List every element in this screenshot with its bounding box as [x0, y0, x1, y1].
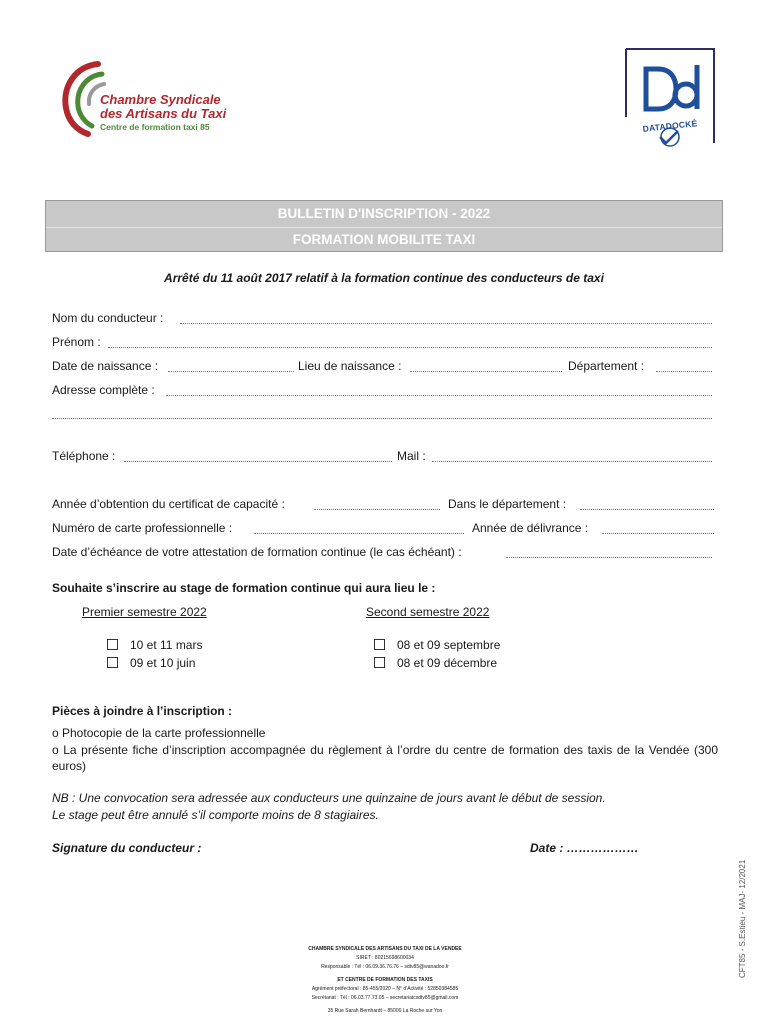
checkbox[interactable]	[107, 639, 118, 650]
page-subtitle-banner: FORMATION MOBILITE TAXI	[292, 232, 476, 247]
label-departement: Département :	[568, 359, 645, 373]
footer-line-2: SIRET : 80215698600034	[356, 955, 414, 961]
label-date-naissance: Date de naissance :	[52, 359, 159, 373]
pieces-heading: Pièces à joindre à l’inscription :	[52, 704, 233, 718]
footer	[150, 945, 620, 1016]
title-banner	[45, 200, 723, 252]
semester2-title: Second semestre 2022	[366, 605, 490, 619]
checkbox[interactable]	[374, 639, 385, 650]
logo-line-1: Chambre Syndicale	[100, 92, 221, 107]
logo-line-3: Centre de formation taxi 85	[100, 122, 210, 132]
label-telephone: Téléphone :	[52, 449, 116, 463]
stage-heading: Souhaite s’inscrire au stage de formation continue qui aura lieu le :	[52, 581, 436, 595]
footer-line-3: Responsable : Tél : 06.09.36.76.76 – sdtv85@wanadoo.fr	[321, 964, 449, 970]
logo-line-2: des Artisans du Taxi	[100, 106, 227, 121]
label-nom: Nom du conducteur :	[52, 311, 164, 325]
datadock-logo	[624, 47, 716, 150]
label-mail: Mail :	[397, 449, 426, 463]
option-s1-1[interactable]	[107, 638, 202, 652]
option-s2-2[interactable]	[374, 656, 497, 670]
input-adresse[interactable]	[166, 395, 712, 396]
input-mail[interactable]	[432, 461, 712, 462]
signature-label: Signature du conducteur :	[52, 841, 202, 855]
label-annee-delivrance: Année de délivrance :	[472, 521, 589, 535]
option-label: 08 et 09 décembre	[397, 656, 498, 670]
checkbox[interactable]	[107, 657, 118, 668]
label-numero-carte: Numéro de carte professionnelle :	[52, 521, 233, 535]
nb-line-1: NB : Une convocation sera adressée aux conducteurs une quinzaine de jours avant le début de session.	[52, 791, 606, 805]
label-dans-departement: Dans le département :	[448, 497, 567, 511]
label-annee-certificat: Année d’obtention du certificat de capacité :	[52, 497, 285, 511]
title-divider	[46, 227, 722, 228]
date-label: Date : ………………	[530, 841, 639, 855]
footer-line-4: ET CENTRE DE FORMATION DES TAXIS	[337, 977, 433, 983]
footer-line-7: 35 Rue Sarah Bernhardt – 85000 La Roche sur Yon	[327, 1008, 443, 1014]
option-label: 10 et 11 mars	[130, 638, 203, 652]
side-note-text: CFT85 - S.Estieu - MAJ- 12/2021	[738, 859, 747, 978]
datadock-badge-icon	[624, 47, 716, 150]
pieces-item-1: o Photocopie de la carte professionnelle	[52, 726, 266, 740]
nb-line-2: Le stage peut être annulé s’il comporte moins de 8 stagiaires.	[52, 808, 379, 822]
option-label: 09 et 10 juin	[130, 656, 196, 670]
option-s1-2[interactable]	[107, 656, 195, 670]
input-annee-certificat[interactable]	[314, 509, 440, 510]
footer-line-5: Agrément préfectoral : 85-455/2020 – N° d’Activité : 52850384585	[311, 986, 459, 992]
footer-line-6: Secrétariat : Tél : 06.03.77.73.05 – secretariatcsdtv85@gmail.com	[311, 995, 459, 1001]
input-nom[interactable]	[180, 323, 712, 324]
input-prenom[interactable]	[108, 347, 712, 348]
input-numero-carte[interactable]	[254, 533, 464, 534]
input-date-naissance[interactable]	[168, 371, 294, 372]
checkbox[interactable]	[374, 657, 385, 668]
semester1-title: Premier semestre 2022	[82, 605, 207, 619]
label-prenom: Prénom :	[52, 335, 101, 349]
label-date-echeance: Date d’échéance de votre attestation de formation continue (le cas échéant) :	[52, 545, 462, 559]
label-adresse: Adresse complète :	[52, 383, 155, 397]
option-label: 08 et 09 septembre	[397, 638, 501, 652]
footer-line-1: CHAMBRE SYNDICALE DES ARTISANS DU TAXI DE LA VENDEE	[308, 946, 462, 952]
input-adresse-line-2[interactable]	[52, 418, 712, 419]
input-annee-delivrance[interactable]	[602, 533, 714, 534]
input-departement[interactable]	[656, 371, 712, 372]
csat-logo	[58, 58, 238, 138]
option-s2-1[interactable]	[374, 638, 500, 652]
page-title: BULLETIN D'INSCRIPTION - 2022	[277, 206, 491, 221]
label-lieu-naissance: Lieu de naissance :	[298, 359, 402, 373]
input-dans-departement[interactable]	[580, 509, 714, 510]
pieces-item-2: o La présente fiche d’inscription accompagnée du règlement à l’ordre du centre de formation des taxis de la Vendée (300 euros)	[52, 743, 718, 773]
decree-reference: Arrêté du 11 août 2017 relatif à la formation continue des conducteurs de taxi	[164, 271, 604, 285]
input-telephone[interactable]	[124, 461, 392, 462]
input-lieu-naissance[interactable]	[410, 371, 562, 372]
input-date-echeance[interactable]	[506, 557, 712, 558]
datadock-label: DATADOCKÉ	[642, 118, 698, 134]
